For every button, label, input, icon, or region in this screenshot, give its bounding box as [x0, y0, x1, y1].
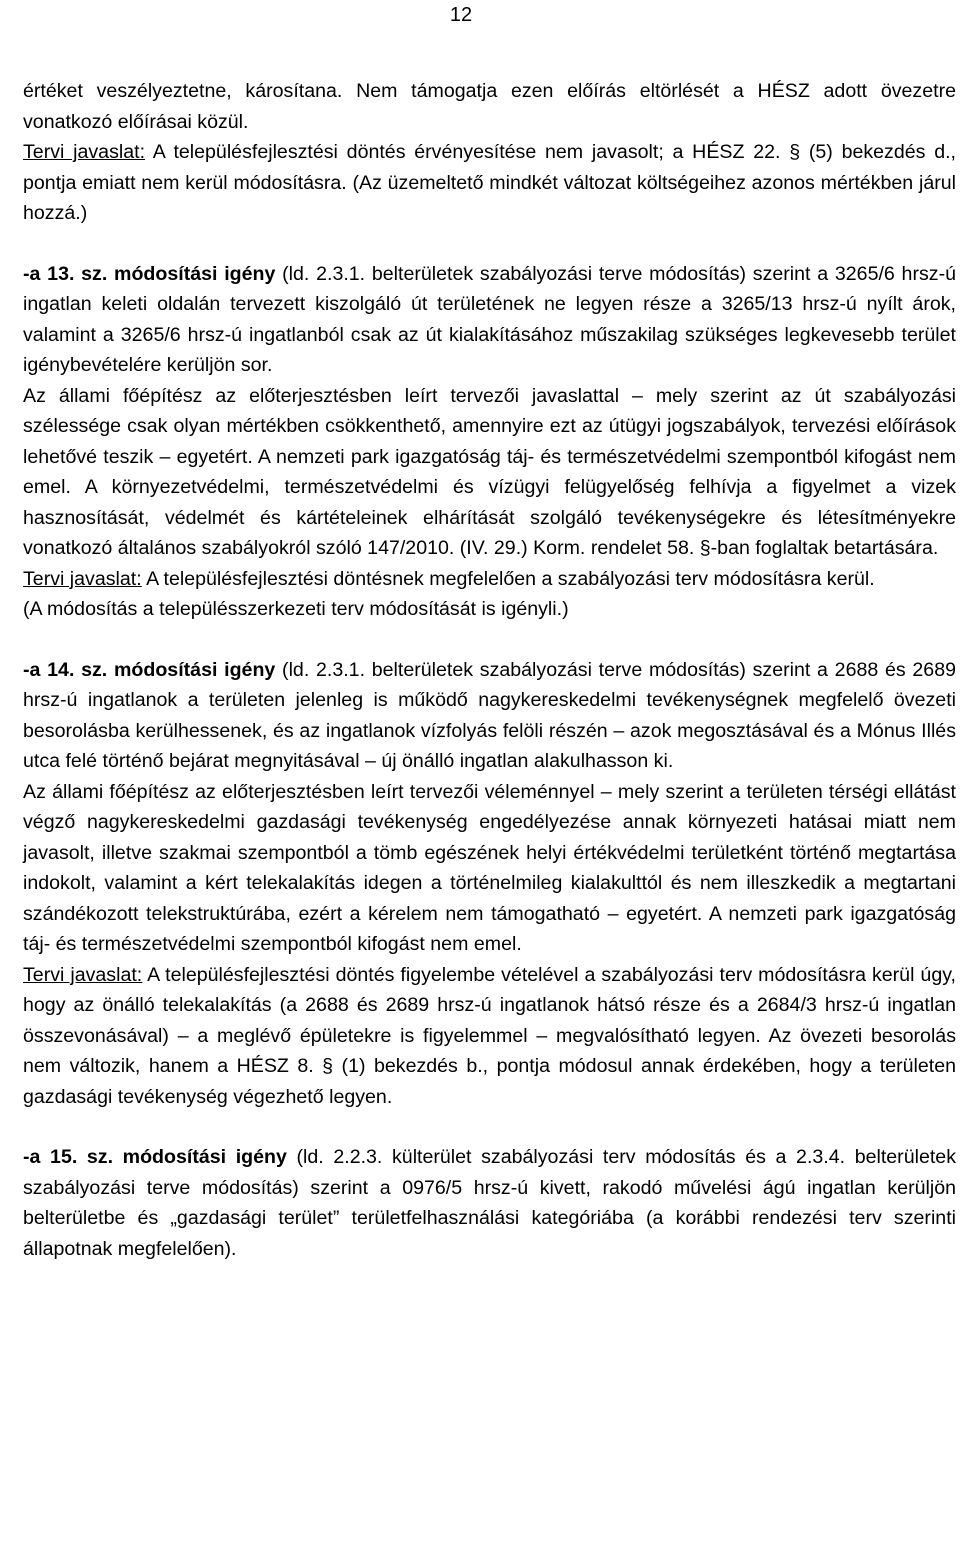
request-heading: -a 14. sz. módosítási igény	[23, 658, 276, 681]
paragraph-text: A településfejlesztési döntés érvényesítése nem javasolt; a HÉSZ 22. § (5) bekezdés d., pontja emiatt nem kerül módosításra. (Az üzemeltető mindkét változat költségeihez azonos mértékben járul hozzá.)	[23, 141, 956, 224]
text-block	[23, 76, 956, 229]
paragraph-text: (ld. 2.3.1. belterületek szabályozási terve módosítás) szerint a 3265/6 hrsz-ú ingatlan keleti oldalán tervezett kiszolgáló út területének ne legyen része a 3265/13 hrsz-ú nyílt árok, valamint a 3265/6 hrsz-ú ingatlanból csak az út kialakításához műszakilag szükséges legkevesebb terület igénybevételére kerüljön sor.	[23, 262, 956, 376]
paragraph-text: (ld. 2.2.3. külterület szabályozási terv módosítás és a 2.3.4. belterületek szabályozási terve módosítás) szerint a 0976/5 hrsz-ú kivett, rakodó művelési ágú ingatlan kerüljön belterületbe és „gazdasági terület” területfelhasználási kategóriába (a korábbi rendezési terv szerinti állapotnak megfelelően).	[23, 1146, 956, 1260]
document-body	[23, 76, 956, 1264]
paragraph-text: Az állami főépítész az előterjesztésben leírt tervezői véleménnyel – mely szerint a területen térségi ellátást végző nagykereskedelmi gazdasági tevékenység engedélyezése annak környezeti hatásai miatt nem javasolt, illetve szakmai szempontból a tömb egészének helyi értékvédelmi területként történő megtartása indokolt, valamint a kért telekalakítás idegen a történelmileg kialakulttól és nem illeszkedik a megtartani szándékozott telekstruktúrába, ezért a kérelem nem támogatható – egyetért. A nemzeti park igazgatóság táj- és természetvédelmi szempontból kifogást nem emel.	[23, 780, 956, 955]
paragraph-text: értéket veszélyeztetne, károsítana. Nem támogatja ezen előírás eltörlését a HÉSZ adott övezetre vonatkozó előírásai közül.	[23, 80, 956, 133]
paragraph	[23, 564, 956, 595]
paragraph	[23, 777, 956, 960]
text-block	[23, 259, 956, 625]
page-number: 12	[449, 4, 473, 26]
paragraph-text: Az állami főépítész az előterjesztésben leírt tervezői javaslattal – mely szerint az út szabályozási szélessége csak olyan mértékben csökkenthető, amennyire ezt az útügyi jogszabályok, tervezési előírások lehetővé teszik – egyetért. A nemzeti park igazgatóság táj- és természetvédelmi szempontból kifogást nem emel. A környezetvédelmi, természetvédelmi és vízügyi felügyelőség felhívja a figyelmet a vizek hasznosítását, védelmét és kártételeinek elhárítását szolgáló tevékenységekre és létesítményekre vonatkozó általános szabályokról szóló 147/2010. (IV. 29.) Korm. rendelet 58. §-ban foglaltak betartására.	[23, 384, 956, 559]
request-heading: -a 13. sz. módosítási igény	[23, 262, 276, 285]
paragraph-text: A településfejlesztési döntés figyelembe vételével a szabályozási terv módosításra kerül úgy, hogy az önálló telekalakítás (a 2688 és 2689 hrsz-ú ingatlanok hátsó része és a 2684/3 hrsz-ú ingatlan összevonásával) – a meglévő épületekre is figyelemmel – megvalósítható legyen. Az övezeti besorolás nem változik, hanem a HÉSZ 8. § (1) bekezdés b., pontja módosul annak érdekében, hogy a területen gazdasági tevékenység végezhető legyen.	[23, 963, 956, 1108]
paragraph-text: (ld. 2.3.1. belterületek szabályozási terve módosítás) szerint a 2688 és 2689 hrsz-ú ingatlanok a területen jelenleg is működő nagykereskedelmi tevékenységnek megfelelő övezeti besorolásba kerülhessenek, és az ingatlanok vízfolyás felöli részén – azok megosztásával és a Mónus Illés utca felé történő bejárat megnyitásával – új önálló ingatlan alakulhasson ki.	[23, 658, 956, 772]
proposal-label: Tervi javaslat:	[23, 963, 143, 986]
paragraph	[23, 76, 956, 137]
paragraph	[23, 655, 956, 777]
paragraph	[23, 594, 956, 625]
paragraph	[23, 381, 956, 564]
paragraph-text: A településfejlesztési döntésnek megfelelően a szabályozási terv módosításra kerül.	[141, 567, 875, 590]
paragraph	[23, 137, 956, 229]
paragraph	[23, 1142, 956, 1264]
text-block	[23, 1142, 956, 1264]
text-block	[23, 655, 956, 1113]
paragraph	[23, 960, 956, 1113]
proposal-label: Tervi javaslat:	[23, 567, 142, 590]
request-heading: -a 15. sz. módosítási igény	[23, 1146, 287, 1168]
paragraph-text: (A módosítás a településszerkezeti terv módosítását is igényli.)	[23, 598, 569, 620]
proposal-label: Tervi javaslat:	[23, 141, 146, 163]
paragraph	[23, 259, 956, 381]
